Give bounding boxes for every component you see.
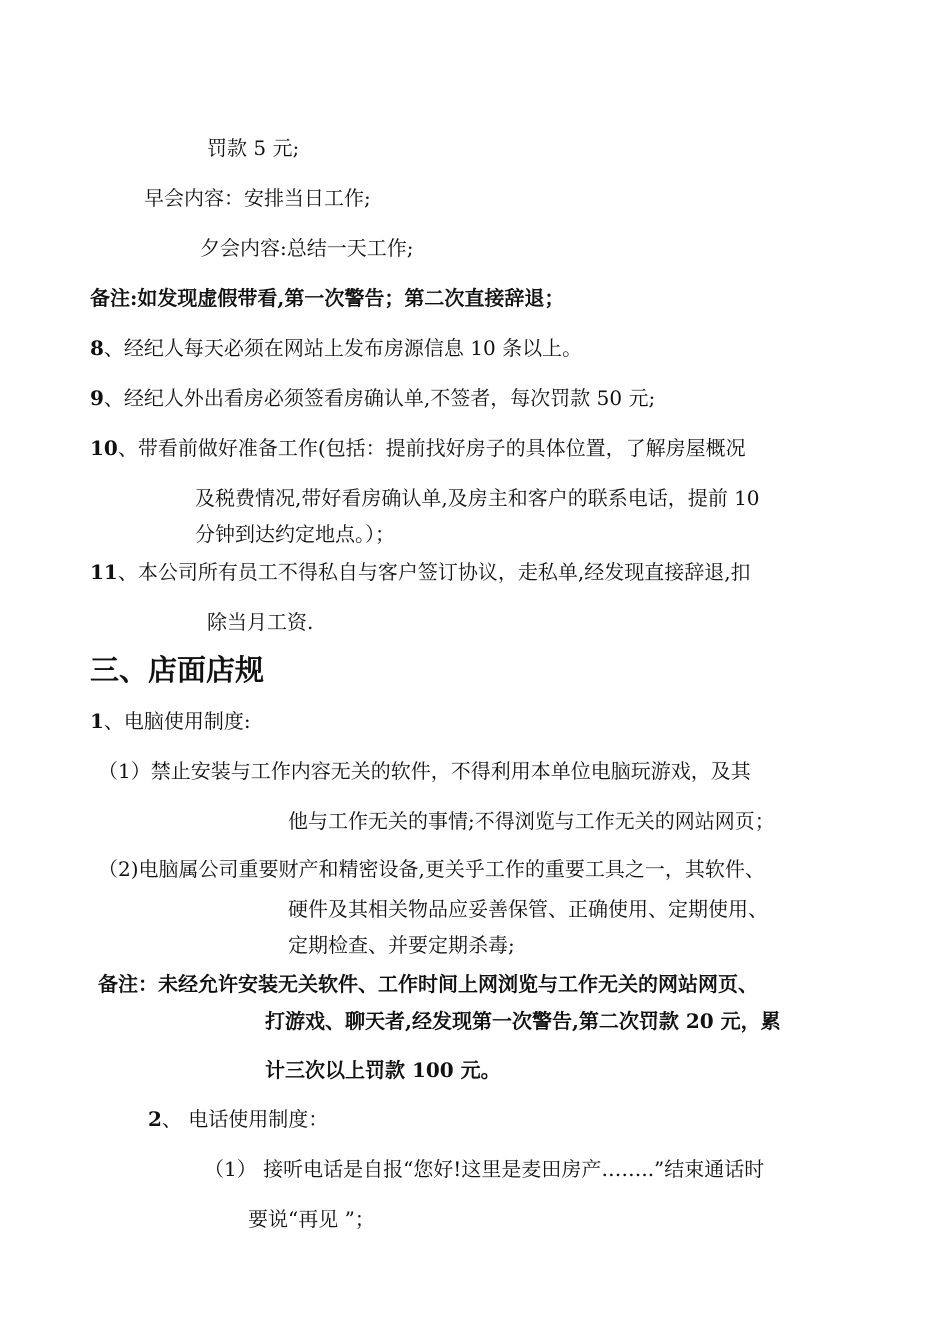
item-number: 8 xyxy=(90,336,104,360)
list-item-8 xyxy=(90,335,582,361)
text-line: 除当月工资. xyxy=(207,610,314,634)
text-line: 他与工作无关的事情;不得浏览与工作无关的网站网页； xyxy=(288,809,775,833)
item-text: 、电脑使用制度: xyxy=(103,709,251,733)
item-number: 11 xyxy=(90,560,118,584)
text-line: 定期检查、并要定期杀毒; xyxy=(288,933,515,957)
note-line: 计三次以上罚款 100 元。 xyxy=(265,1058,501,1082)
note-line: 备注：未经允许安装无关软件、工作时间上网浏览与工作无关的网站网页、 xyxy=(98,972,758,996)
text-line: 夕会内容:总结一天工作; xyxy=(200,236,414,260)
list-item-2 xyxy=(148,1106,328,1132)
item-text: 、本公司所有员工不得私自与客户签订协议，走私单,经发现直接辞退,扣 xyxy=(117,560,751,584)
text-line: 早会内容：安排当日工作; xyxy=(144,186,371,210)
item-text: 、带看前做好准备工作(包括：提前找好房子的具体位置，了解房屋概况 xyxy=(117,436,746,460)
item-text: 、 电话使用制度： xyxy=(161,1107,329,1131)
text-line: 硬件及其相关物品应妥善保管、正确使用、定期使用、 xyxy=(288,897,768,921)
item-number: 9 xyxy=(90,386,104,410)
text-line: （2)电脑属公司重要财产和精密设备,更关乎工作的重要工具之一，其软件、 xyxy=(98,857,765,881)
text-line: 罚款 5 元; xyxy=(207,136,300,160)
note-line: 备注:如发现虚假带看,第一次警告；第二次直接辞退； xyxy=(90,286,565,310)
list-item-1 xyxy=(90,708,251,734)
text-line: 及税费情况,带好看房确认单,及房主和客户的联系电话，提前 10 xyxy=(195,486,760,510)
text-line: 要说“再见 ”； xyxy=(248,1207,375,1231)
text-line: （1）禁止安装与工作内容无关的软件，不得利用本单位电脑玩游戏，及其 xyxy=(98,759,751,783)
list-item-10 xyxy=(90,435,746,461)
item-number: 1 xyxy=(90,709,104,733)
item-number: 10 xyxy=(90,436,118,460)
item-text: 、经纪人外出看房必须签看房确认单,不签者，每次罚款 50 元; xyxy=(103,386,656,410)
note-line: 打游戏、聊天者,经发现第一次警告,第二次罚款 20 元，累 xyxy=(265,1009,781,1033)
item-number: 2 xyxy=(148,1107,162,1131)
item-text: 、经纪人每天必须在网站上发布房源信息 10 条以上。 xyxy=(103,336,583,360)
text-line: 分钟到达约定地点。）； xyxy=(195,522,395,546)
list-item-11 xyxy=(90,559,751,585)
list-item-9 xyxy=(90,385,655,411)
section-heading: 三、店面店规 xyxy=(90,653,265,687)
text-line: （1） 接听电话是自报“您好!这里是麦田房产……..”结束通话时 xyxy=(204,1157,765,1181)
